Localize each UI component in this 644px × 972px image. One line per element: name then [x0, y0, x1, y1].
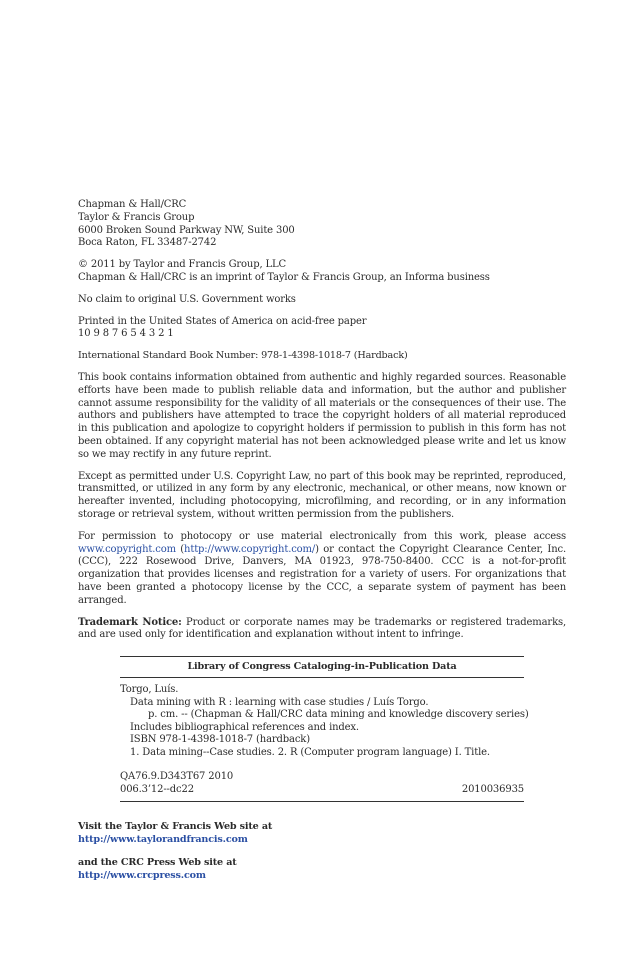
cip-body: [120, 678, 529, 801]
print-run: 10 9 8 7 6 5 4 3 2 1: [78, 328, 174, 340]
copyright-line: © 2011 by Taylor and Francis Group, LLC: [78, 259, 287, 271]
claim-text: No claim to original U.S. Government works: [78, 293, 296, 305]
trademark-paragraph: [78, 617, 566, 643]
crc-website-label: and the CRC Press Web site at: [78, 856, 237, 868]
copyright-com-link[interactable]: www.copyright.com: [78, 543, 176, 555]
cip-series: p. cm. -- (Chapman & Hall/CRC data mining and knowledge discovery series): [148, 709, 529, 721]
publisher-group: Taylor & Francis Group: [78, 211, 195, 223]
tf-website-label: Visit the Taylor & Francis Web site at: [78, 820, 273, 832]
cip-lc-class: QA76.9.D343T67 2010: [120, 771, 234, 783]
trademark-text: Product or corporate names may be trademarks or registered trademarks, and are used only for identification and explanation without intent to infringe.: [78, 616, 566, 641]
cip-dewey: 006.3’12--dc22: [120, 784, 194, 796]
permission-text-pre: For permission to photocopy or use material electronically from this work, please access: [78, 530, 566, 542]
cip-lccn: 2010036935: [461, 784, 524, 796]
cip-author: Torgo, Luís.: [120, 683, 179, 695]
copyright-notice: [78, 259, 566, 285]
publisher-address: [78, 199, 566, 250]
website-links: [78, 820, 566, 882]
copyright-law-paragraph: Except as permitted under U.S. Copyright Law, no part of this book may be reprinted, reproduced, transmitted, or utilized in any form by any electronic, mechanical, or other means, now known or hereafter invented, including photocopying, microfilming, and recording, or in any information storage or retrieval system, without written permission from the publishers.: [78, 470, 566, 520]
publisher-city: Boca Raton, FL 33487-2742: [78, 237, 217, 249]
printing-info: [78, 316, 566, 342]
trademark-label: Trademark Notice:: [78, 616, 182, 628]
permission-text-mid: (: [175, 543, 185, 555]
cip-notes: Includes bibliographical references and index.: [130, 721, 359, 733]
permission-text-post: ) or contact the Copyright Clearance Center, Inc. (CCC), 222 Rosewood Drive, Danvers, MA 01923, 978-750-8400. CCC is a not-for-profit organization that provides licenses and registration for a variety of users. For organizations that have been granted a photocopy license by the CCC, a separate system of payment has been arranged.: [78, 543, 566, 606]
cip-heading: Library of Congress Cataloging-in-Publication Data: [120, 657, 524, 678]
crc-website: [78, 856, 566, 882]
cip-title: Data mining with R : learning with case studies / Luís Torgo.: [130, 696, 429, 708]
copyright-com-url-link[interactable]: http://www.copyright.com/: [184, 543, 316, 555]
publisher-name: Chapman & Hall/CRC: [78, 199, 187, 210]
cip-dewey-row: [120, 784, 524, 797]
disclaimer-paragraph: This book contains information obtained from authentic and highly regarded sources. Reasonable efforts have been made to publish reliable data and information, but the author and publisher cannot assume responsibility for the validity of all materials or the consequences of their use. The authors and publishers have attempted to trace the copyright holders of all material reproduced in this publication and apologize to copyright holders if permission to publish in this form has not been obtained. If any copyright material has not been acknowledged please write and let us know so we may rectify in any future reprint.: [78, 371, 566, 460]
cip-data-box: [120, 656, 529, 802]
imprint-line: Chapman & Hall/CRC is an imprint of Taylor & Francis Group, an Informa business: [78, 271, 490, 283]
cip-subjects: 1. Data mining--Case studies. 2. R (Computer program language) I. Title.: [130, 746, 490, 758]
isbn-text: International Standard Book Number: 978-1-4398-1018-7 (Hardback): [78, 350, 408, 362]
government-claim: [78, 294, 566, 307]
copyright-page: [78, 199, 566, 892]
printed-in: Printed in the United States of America on acid-free paper: [78, 315, 367, 327]
tf-website: [78, 820, 566, 846]
tf-website-link[interactable]: http://www.taylorandfrancis.com: [78, 833, 248, 845]
crc-website-link[interactable]: http://www.crcpress.com: [78, 869, 206, 881]
cip-isbn: ISBN 978-1-4398-1018-7 (hardback): [130, 734, 310, 746]
permission-paragraph: [78, 531, 566, 608]
publisher-street: 6000 Broken Sound Parkway NW, Suite 300: [78, 224, 295, 236]
isbn-line: [78, 350, 566, 363]
